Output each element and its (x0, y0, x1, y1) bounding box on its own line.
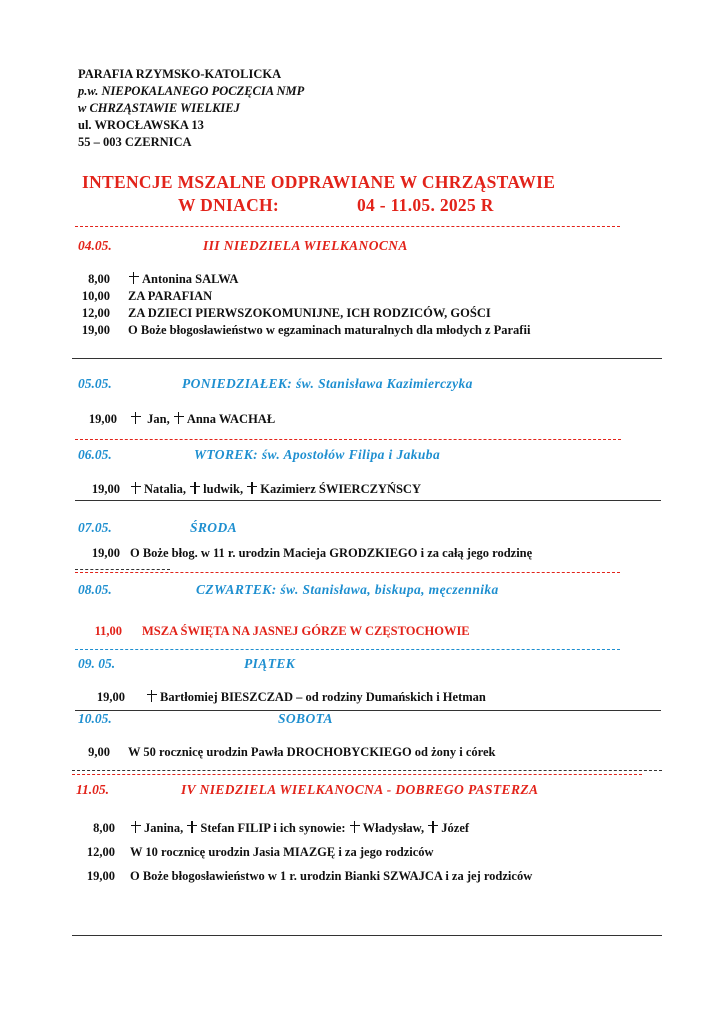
divider (75, 649, 620, 650)
cross-icon (247, 482, 257, 494)
divider (75, 500, 661, 501)
parish-location: w CHRZĄSTAWIE WIELKIEJ (78, 101, 240, 115)
mass-time: 11,00 (94, 624, 122, 638)
day-name: SOBOTA (278, 711, 333, 726)
parish-dedication: p.w. NIEPOKALANEGO POCZĘCIA NMP (78, 84, 305, 98)
mass-intention: W 50 rocznicę urodzin Pawła DROCHOBYCKIEGO od żony i córek (128, 745, 496, 759)
mass-time: 12,00 (86, 845, 115, 859)
day-date: 04.05. (78, 238, 112, 253)
divider (72, 774, 642, 775)
mass-intention: O Boże błogosławieństwo w egzaminach maturalnych dla młodych z Parafii (128, 323, 531, 337)
mass-time: 19,00 (96, 690, 125, 704)
mass-time: 19,00 (88, 412, 117, 426)
divider (72, 935, 662, 936)
day-name: CZWARTEK: św. Stanisława, biskupa, męczennika (196, 582, 499, 597)
cross-icon (131, 482, 141, 494)
parish-street: ul. WROCŁAWSKA 13 (78, 118, 204, 132)
day-date: 06.05. (78, 447, 112, 462)
day-name: III NIEDZIELA WIELKANOCNA (203, 238, 408, 253)
day-name: IV NIEDZIELA WIELKANOCNA - DOBREGO PASTERZA (181, 782, 539, 797)
day-date: 07.05. (78, 520, 112, 535)
mass-intention: ZA DZIECI PIERWSZOKOMUNIJNE, ICH RODZICÓW, GOŚCI (128, 306, 491, 320)
mass-intention: W 10 rocznicę urodzin Jasia MIAZGĘ i za jego rodziców (130, 845, 434, 859)
date-range: 04 - 11.05. 2025 R (357, 195, 494, 215)
day-name: WTOREK: św. Apostołów Filipa i Jakuba (194, 447, 441, 462)
day-date: 08.05. (78, 582, 112, 597)
day-date: 10.05. (78, 711, 112, 726)
day-date: 09. 05. (78, 656, 116, 671)
cross-icon (129, 272, 139, 284)
divider (72, 358, 662, 359)
day-date: 05.05. (78, 376, 112, 391)
divider (75, 439, 621, 440)
mass-time: 8,00 (93, 821, 115, 835)
date-range-label: W DNIACH: (178, 195, 280, 215)
cross-icon (190, 482, 200, 494)
mass-intention: O Boże błogosławieństwo w 1 r. urodzin Bianki SZWAJCA i za jej rodziców (130, 869, 533, 883)
parish-postcode: 55 – 003 CZERNICA (78, 135, 192, 149)
mass-time: 12,00 (81, 306, 110, 320)
mass-time: 8,00 (88, 272, 110, 286)
cross-icon (174, 412, 184, 424)
mass-time: 9,00 (88, 745, 110, 759)
day-name: ŚRODA (190, 520, 238, 535)
mass-time: 19,00 (81, 323, 110, 337)
mass-time: 19,00 (86, 869, 115, 883)
mass-intention: Antonina SALWA (128, 272, 238, 287)
mass-time: 19,00 (91, 482, 120, 496)
divider (75, 572, 620, 573)
mass-intention: Jan, Anna WACHAŁ (130, 412, 275, 427)
mass-intention: Bartłomiej BIESZCZAD – od rodziny Dumańskich i Hetman (146, 690, 486, 705)
day-date: 11.05. (76, 782, 110, 797)
divider (75, 710, 661, 711)
cross-icon (350, 821, 360, 833)
mass-time: 10,00 (81, 289, 110, 303)
parish-name: PARAFIA RZYMSKO-KATOLICKA (78, 67, 282, 81)
mass-intention: ZA PARAFIAN (128, 289, 213, 303)
divider (72, 770, 662, 771)
divider (75, 226, 620, 227)
day-name: PIĄTEK (244, 656, 296, 671)
day-name: PONIEDZIAŁEK: św. Stanisława Kazimierczyka (182, 376, 473, 391)
cross-icon (187, 821, 197, 833)
mass-intention: O Boże błog. w 11 r. urodzin Macieja GRODZKIEGO i za całą jego rodzinę (130, 546, 533, 560)
cross-icon (131, 821, 141, 833)
cross-icon (147, 690, 157, 702)
mass-time: 19,00 (91, 546, 120, 560)
cross-icon (131, 412, 141, 424)
mass-intention: MSZA ŚWIĘTA NA JASNEJ GÓRZE W CZĘSTOCHOWIE (142, 624, 470, 638)
mass-intention: Natalia, ludwik, Kazimierz ŚWIERCZYŃSCY (130, 482, 421, 497)
page-title: INTENCJE MSZALNE ODPRAWIANE W CHRZĄSTAWIE (82, 172, 556, 192)
cross-icon (428, 821, 438, 833)
divider (75, 569, 170, 570)
mass-intention: Janina, Stefan FILIP i ich synowie: Władysław, Józef (130, 821, 469, 836)
